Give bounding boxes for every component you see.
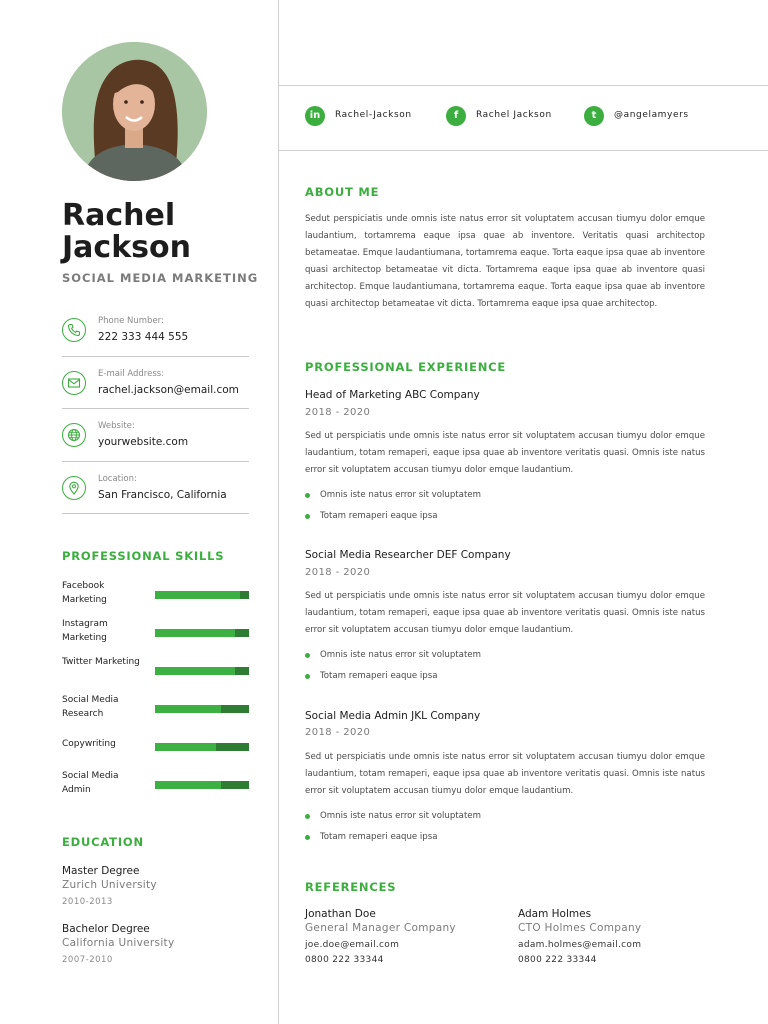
reference-email[interactable]: joe.doe@email.com [305,940,400,950]
header-divider-bottom [279,150,768,151]
list-item [305,490,705,511]
skill-bar-fill [155,781,221,789]
skill-bar-fill [155,667,235,675]
contact-phone [62,304,249,357]
column-divider [278,0,279,1024]
facebook-icon: f [446,106,466,126]
skill-item [62,618,249,656]
skill-label: Social Media Research [62,695,119,719]
phone-icon [62,318,86,342]
reference-item [305,908,505,965]
about-text: Sedut perspiciatis unde omnis iste natus error sit voluptatem accusan tiumyu dolor emque laudantium, tortamrema eaque ipsa quae ab inventore. Veritatis quasi architectop betameatae. Emque laudantiumana, tortamrema eaque. Torta eaque ipsa quae ab inventore quasi architectop betameatae vit dicta. Tortamrema eaque ipsa quae ab inventore quasi architectop. Emque laudantiumana, tortamrema eaque. Torta eaque ipsa quae ab inventore quasi architectop betameatae vit dicta. Tortamrema eaque ipsa quae architectop. [305,214,705,310]
skill-bar [155,705,249,713]
skill-label: Twitter Marketing [62,657,140,667]
bullet-dot [305,835,310,840]
education-years: 2010-2013 [62,897,113,907]
job-title: Social Media Researcher DEF Company [305,549,511,561]
education-item [62,865,262,907]
social-links [305,106,725,126]
bullet-text: Omnis iste natus error sit voluptatem [320,490,481,500]
skill-label: Instagram Marketing [62,619,108,643]
skill-bar [155,591,249,599]
education-title: EDUCATION [62,835,144,849]
list-item [305,671,705,692]
contact-label: Location: [98,473,137,484]
skill-bar-fill [155,743,216,751]
reference-email[interactable]: adam.holmes@email.com [518,940,642,950]
person-role: SOCIAL MEDIA MARKETING [62,271,259,285]
header-divider-top [279,85,768,86]
twitter-icon: t [584,106,604,126]
skills-list [62,580,249,808]
reference-company: General Manager Company [305,922,456,934]
list-item [305,650,705,671]
contact-label: Website: [98,421,135,431]
skill-item [62,694,249,732]
experience-title: PROFESSIONAL EXPERIENCE [305,360,507,374]
list-item [305,511,705,532]
website-value[interactable]: yourwebsite.com [98,436,189,448]
job-years: 2018 - 2020 [305,727,371,738]
contact-location [62,462,249,515]
reference-phone: 0800 222 33344 [305,955,384,965]
contact-list [62,304,249,514]
references-title: REFERENCES [305,880,397,894]
education-school: Zurich University [62,879,157,891]
job-description: Sed ut perspiciatis unde omnis iste natus error sit voluptatem accusan tiumyu dolor emque laudantium, totam remaperi, eaque ipsa quae ab inventore veritatis quasi. Omnis iste natus error sit voluptatem accusan tiumyu dolor emque laudantium. [305,431,705,476]
profile-photo [62,42,207,181]
bullet-text: Omnis iste natus error sit voluptatem [320,811,481,821]
skill-bar-fill [155,705,221,713]
phone-value: 222 333 444 555 [98,331,189,343]
bullet-dot [305,674,310,679]
skill-label: Copywriting [62,739,116,749]
email-icon [62,371,86,395]
job-description: Sed ut perspiciatis unde omnis iste natus error sit voluptatem accusan tiumyu dolor emque laudantium, totam remaperi, eaque ipsa quae ab inventore veritatis quasi. Omnis iste natus error sit voluptatem accusan tiumyu dolor emque laudantium. [305,752,705,797]
skill-bar-fill [155,629,235,637]
skills-title: PROFESSIONAL SKILLS [62,549,225,563]
about-title: ABOUT ME [305,185,380,199]
globe-icon [62,423,86,447]
skill-item [62,770,249,808]
list-item [305,811,705,832]
skill-item [62,580,249,618]
job-years: 2018 - 2020 [305,407,371,418]
education-degree: Bachelor Degree [62,923,150,935]
education-school: California University [62,937,175,949]
skill-bar [155,743,249,751]
bullet-dot [305,814,310,819]
job-description: Sed ut perspiciatis unde omnis iste natus error sit voluptatem accusan tiumyu dolor emque laudantium, totam remaperi, eaque ipsa quae ab inventore veritatis quasi. Omnis iste natus error sit voluptatem accusan tiumyu dolor emque laudantium. [305,591,705,636]
bullet-text: Totam remaperi eaque ipsa [320,671,438,681]
reference-phone: 0800 222 33344 [518,955,597,965]
bullet-text: Totam remaperi eaque ipsa [320,511,438,521]
skill-label: Facebook Marketing [62,581,107,605]
bullet-dot [305,514,310,519]
skill-item [62,656,249,694]
contact-label: E-mail Address: [98,368,165,379]
job-bullets [305,490,705,532]
social-handle[interactable]: Rachel Jackson [476,110,552,120]
person-name: Rachel Jackson [62,198,191,265]
job-title: Social Media Admin JKL Company [305,710,481,722]
skill-bar [155,629,249,637]
education-item [62,923,262,965]
skill-bar-fill [155,591,240,599]
linkedin-icon: in [305,106,325,126]
reference-company: CTO Holmes Company [518,922,642,934]
bullet-text: Omnis iste natus error sit voluptatem [320,650,481,660]
job-years: 2018 - 2020 [305,567,371,578]
skill-item [62,732,249,770]
reference-item [518,908,718,965]
location-pin-icon [62,476,86,500]
contact-email [62,357,249,410]
education-degree: Master Degree [62,865,140,877]
reference-name: Adam Holmes [518,908,592,920]
location-value: San Francisco, California [98,488,227,501]
email-value[interactable]: rachel.jackson@email.com [98,383,239,396]
contact-website [62,409,249,462]
bullet-dot [305,493,310,498]
job-bullets [305,650,705,692]
contact-label: Phone Number: [98,316,164,326]
skill-bar [155,667,249,675]
skill-bar [155,781,249,789]
skill-label: Social Media Admin [62,771,119,795]
bullet-text: Totam remaperi eaque ipsa [320,832,438,842]
reference-name: Jonathan Doe [305,908,376,920]
education-years: 2007-2010 [62,955,113,965]
social-handle[interactable]: @angelamyers [614,110,689,120]
bullet-dot [305,653,310,658]
list-item [305,832,705,853]
job-title: Head of Marketing ABC Company [305,389,480,401]
job-bullets [305,811,705,853]
social-handle[interactable]: Rachel-Jackson [335,110,412,120]
